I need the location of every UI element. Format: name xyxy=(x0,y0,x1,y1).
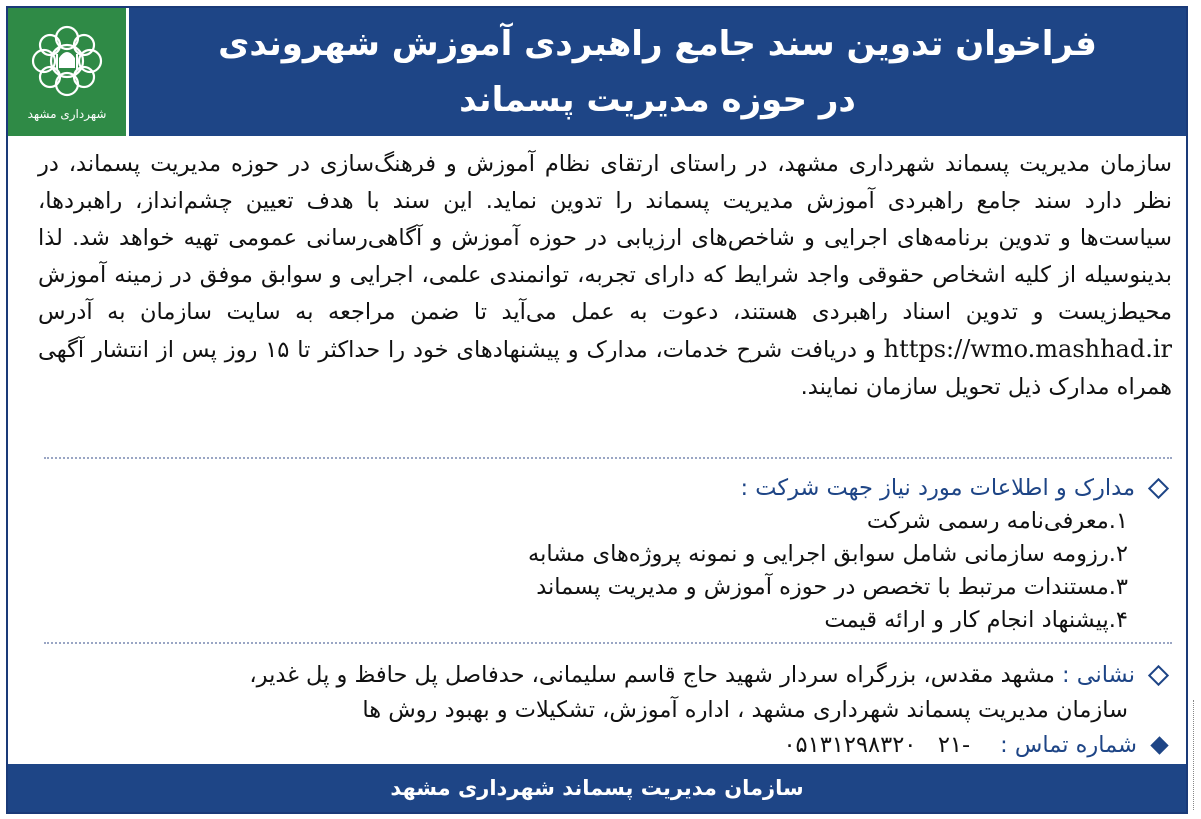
address-line-1: مشهد مقدس، بزرگراه سردار شهید حاج قاسم سلیمانی، حدفاصل پل حافظ و پل غدیر، xyxy=(249,662,1055,688)
page-title: فراخوان تدوین سند جامع راهبردی آموزش شهروندی xyxy=(218,24,1097,64)
phone-main: ۰۵۱۳۱۲۹۸۳۲۰ xyxy=(783,732,917,758)
phone-label: شماره تماس : xyxy=(1000,732,1137,758)
diamond-solid-icon xyxy=(1150,736,1168,754)
address-label: نشانی : xyxy=(1062,662,1135,688)
advertisement-frame xyxy=(6,6,1188,814)
documents-heading: مدارک و اطلاعات مورد نیاز جهت شرکت : xyxy=(740,475,1135,501)
divider xyxy=(44,457,1172,459)
body-text-part2: و دریافت شرح خدمات، مدارک و پیشنهادهای خود را حداکثر تا ۱۵ روز پس از انتشار آگهی همراه مدارک ذیل تحویل سازمان نمایند. xyxy=(38,337,1172,400)
address-line-2: سازمان مدیریت پسماند شهرداری مشهد ، اداره آموزش، تشکیلات و بهبود روش ها xyxy=(362,697,1128,723)
document-item: ۴.پیشنهاد انجام کار و ارائه قیمت xyxy=(824,607,1128,633)
required-documents xyxy=(38,472,1172,637)
phone-number[interactable] xyxy=(783,728,970,763)
logo-panel xyxy=(8,8,126,136)
phone-code: ۲۱- xyxy=(937,732,971,758)
website-link[interactable]: https://wmo.mashhad.ir xyxy=(883,335,1172,363)
mashhad-municipality-logo-icon xyxy=(19,18,115,126)
logo-text: شهرداری مشهد xyxy=(27,107,107,121)
page-subtitle: در حوزه مدیریت پسماند xyxy=(459,80,856,120)
title-panel xyxy=(126,8,1186,136)
ad-header xyxy=(8,8,1186,136)
document-item: ۳.مستندات مرتبط با تخصص در حوزه آموزش و مدیریت پسماند xyxy=(536,574,1128,600)
page-edge-mark xyxy=(1193,700,1200,810)
announcement-body xyxy=(38,146,1172,406)
diamond-outline-icon xyxy=(1148,665,1169,686)
document-item: ۱.معرفی‌نامه رسمی شرکت xyxy=(866,508,1128,534)
divider xyxy=(44,642,1172,644)
body-text-part1: سازمان مدیریت پسماند شهرداری مشهد، در راستای ارتقای نظام آموزش و فرهنگ‌سازی در حوزه مدیریت پسماند، در نظر دارد سند جامع راهبردی آموزش مدیریت پسماند را تدوین نماید. این سند با هدف تعیین چشم‌انداز، راهبردها، سیاست‌ها و تدوین برنامه‌های اجرایی و شاخص‌های ارزیابی در حوزه آموزش و آگاهی‌رسانی عمومی تهیه خواهد شد. لذا بدینوسیله از کلیه اشخاص حقوقی واجد شرایط که دارای تجربه، توانمندی علمی، اجرایی و سوابق موفق در زمینه آموزش محیط‌زیست و تدوین اسناد راهبردی هستند، دعوت به عمل می‌آید تا ضمن مراجعه به سایت سازمان به آدرس xyxy=(38,151,1172,325)
footer-banner xyxy=(8,764,1186,812)
document-item: ۲.رزومه سازمانی شامل سوابق اجرایی و نمونه پروژه‌های مشابه xyxy=(528,541,1128,567)
diamond-outline-icon xyxy=(1148,478,1169,499)
footer-text: سازمان مدیریت پسماند شهرداری مشهد xyxy=(390,776,804,800)
contact-section xyxy=(38,658,1172,763)
